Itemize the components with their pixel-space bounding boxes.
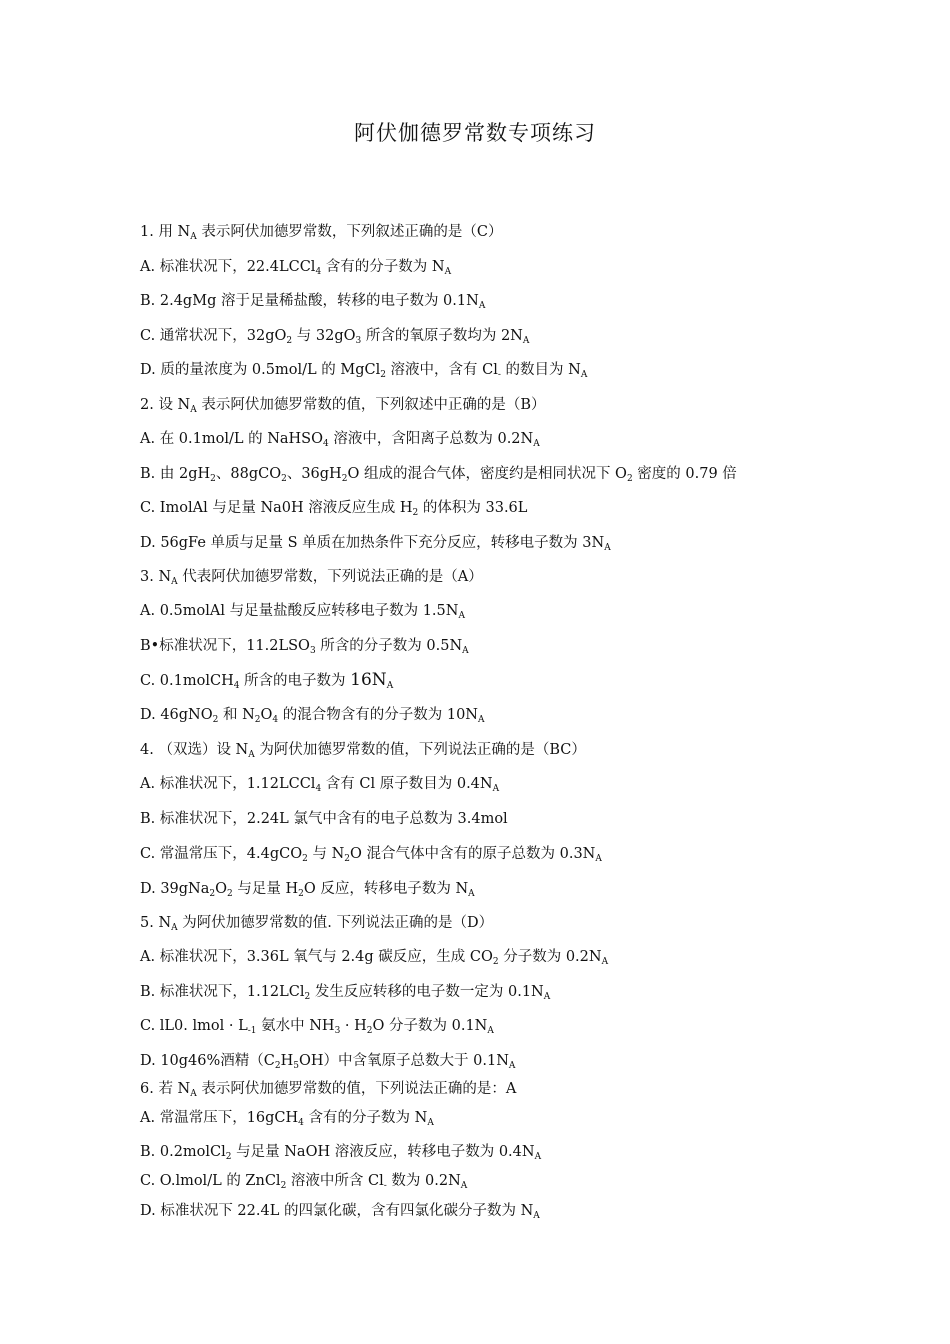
exercise-line xyxy=(140,670,930,696)
line-text: 的混合物含有的分子数为 10N xyxy=(278,707,478,723)
line-text: 、36gH xyxy=(286,466,342,482)
subscript-text: 2 xyxy=(254,715,261,725)
subscript-text: 2 xyxy=(412,508,419,518)
subscript-text: A xyxy=(427,1118,434,1128)
exercise-line xyxy=(140,636,930,661)
subscript-text: A xyxy=(171,577,178,587)
line-text: 数为 0.2N xyxy=(386,1173,461,1189)
line-text: 所含的氧原子数均为 2N xyxy=(361,328,523,344)
line-text: 与 32gO xyxy=(292,328,356,344)
line-text: 代表阿伏加德罗常数，下列说法正确的是（A） xyxy=(177,569,483,585)
subscript-text: A xyxy=(522,336,530,346)
exercise-line xyxy=(140,429,930,454)
subscript-text: A xyxy=(171,923,178,933)
line-text: A. 标准状况下，3.36L 氧气与 2.4g 碳反应，生成 CO xyxy=(140,949,493,965)
subscript-text: 2 xyxy=(209,889,216,899)
subscript-text: A xyxy=(458,611,465,621)
line-text: C. ImolAl 与足量 Na0H 溶液反应生成 H xyxy=(140,500,413,516)
line-text: C. O.lmol/L 的 ZnCl xyxy=(140,1173,281,1189)
line-text: 4. （双选）设 N xyxy=(140,742,249,758)
subscript-text: A xyxy=(444,267,452,277)
line-text: 与足量 NaOH 溶液反应，转移电子数为 0.4N xyxy=(231,1144,535,1160)
exercise-line xyxy=(140,498,930,523)
subscript-text: A xyxy=(468,889,475,899)
subscript-text: 2 xyxy=(274,1061,281,1071)
subscript-text: 5 xyxy=(293,1061,300,1071)
line-text: 3. N xyxy=(140,569,172,585)
exercise-line xyxy=(140,1079,930,1104)
exercise-line xyxy=(140,291,930,316)
line-text: O xyxy=(260,707,273,723)
line-text: A. 标准状况下，1.12LCCl xyxy=(140,776,316,792)
subscript-text: 2 xyxy=(280,1181,287,1191)
line-text: 表示阿伏加德罗常数的值，下列说法正确的是：A xyxy=(196,1081,517,1097)
line-text: 含有的分子数为 N xyxy=(321,259,445,275)
line-text: 5. N xyxy=(140,915,172,931)
line-text: 氨水中 NH xyxy=(256,1018,335,1034)
subscript-text: 2 xyxy=(626,474,633,484)
subscript-text: 2 xyxy=(492,957,499,967)
subscript-text: 2 xyxy=(227,889,233,899)
subscript-text: A xyxy=(386,681,394,691)
line-text: A. 在 0.1mol/L 的 NaHSO xyxy=(140,431,324,447)
subscript-text: A xyxy=(462,646,469,656)
line-text: OH）中含氧原子总数大于 0.1N xyxy=(299,1053,509,1069)
exercise-line xyxy=(140,774,930,799)
exercise-line xyxy=(140,326,930,351)
line-text: O 混合气体中含有的原子总数为 0.3N xyxy=(350,846,596,862)
subscript-text: A xyxy=(248,750,255,760)
line-text: 分子数为 0.2N xyxy=(498,949,602,965)
exercise-line xyxy=(140,982,930,1007)
subscript-text: -1 xyxy=(247,1026,257,1036)
subscript-text: A xyxy=(508,1061,516,1071)
exercise-line xyxy=(140,601,930,626)
subscript-text: 2 xyxy=(380,370,386,380)
line-text: D. 46gNO xyxy=(140,707,213,723)
subscript-text: 2 xyxy=(225,1152,232,1162)
exercise-line xyxy=(140,913,930,938)
subscript-text: A xyxy=(478,301,486,311)
subscript-text: 2 xyxy=(302,854,308,864)
subscript-text: A xyxy=(492,784,500,794)
line-text: 1. 用 N xyxy=(140,224,191,240)
line-text: 和 N xyxy=(218,707,255,723)
line-text: 所含的电子数为 xyxy=(239,673,351,689)
exercise-line xyxy=(140,257,930,282)
subscript-text: 2 xyxy=(341,474,348,484)
exercise-line xyxy=(140,464,930,489)
line-text: · H xyxy=(340,1018,367,1034)
line-text: 所含的分子数为 0.5N xyxy=(315,638,463,654)
subscript-text: - xyxy=(497,370,501,380)
subscript-text: A xyxy=(190,232,197,242)
line-text: A. 标准状况下，22.4LCCl xyxy=(140,259,316,275)
line-text: D. 标准状况下 22.4L 的四氯化碳，含有四氯化碳分子数为 N xyxy=(140,1203,534,1219)
line-text: B. 2.4gMg 溶于足量稀盐酸，转移的电子数为 0.1N xyxy=(140,293,479,309)
exercise-line xyxy=(140,740,930,765)
line-text: C. lL0. lmol · L xyxy=(140,1018,248,1034)
exercise-line xyxy=(140,395,930,420)
subscript-text: 2 xyxy=(366,1026,373,1036)
exercise-line xyxy=(140,1171,930,1196)
subscript-text: 2 xyxy=(286,336,293,346)
subscript-text: 3 xyxy=(355,336,362,346)
subscript-text: A xyxy=(601,957,609,967)
exercise-line xyxy=(140,1108,930,1133)
line-text: A. 0.5molAl 与足量盐酸反应转移电子数为 1.5N xyxy=(140,603,459,619)
subscript-text: 3 xyxy=(309,646,316,656)
subscript-text: 4 xyxy=(298,1118,304,1128)
subscript-text: 4 xyxy=(233,681,240,691)
line-text: D. 39gNa xyxy=(140,881,210,897)
subscript-text: 4 xyxy=(315,267,322,277)
line-text: 与足量 H xyxy=(232,881,299,897)
subscript-text: A xyxy=(533,1211,540,1221)
subscript-text: A xyxy=(190,1089,197,1099)
line-text: 表示阿伏加德罗常数，下列叙述正确的是（C） xyxy=(196,224,503,240)
line-text: D. 质的量浓度为 0.5mol/L 的 MgCl xyxy=(140,362,381,378)
line-text: B•标准状况下，11.2LSO xyxy=(140,638,310,654)
subscript-text: 2 xyxy=(304,992,311,1002)
subscript-text: A xyxy=(487,1026,494,1036)
line-text: 为阿伏加德罗常数的值. 下列说法正确的是（D） xyxy=(177,915,494,931)
line-text: D. 10g46%酒精（C xyxy=(140,1053,275,1069)
exercise-line xyxy=(140,1142,930,1167)
subscript-text: A xyxy=(190,405,197,415)
subscript-text: A xyxy=(595,854,602,864)
line-text: B. 标准状况下，2.24L 氯气中含有的电子总数为 3.4mol xyxy=(140,811,508,827)
exercise-line xyxy=(140,879,930,904)
subscript-text: A xyxy=(478,715,485,725)
line-text: H xyxy=(280,1053,294,1069)
subscript-text: 4 xyxy=(323,439,329,449)
subscript-text: 3 xyxy=(334,1026,341,1036)
line-text: 溶液中，含有 Cl xyxy=(385,362,498,378)
subscript-text: 2 xyxy=(344,854,350,864)
exercise-line xyxy=(140,1051,930,1076)
line-text: C. 0.1molCH xyxy=(140,673,234,689)
exercise-line xyxy=(140,533,930,558)
subscript-text: A xyxy=(604,543,611,553)
line-text: O 组成的混合气体，密度约是相同状况下 O xyxy=(347,466,627,482)
line-text: O xyxy=(215,881,228,897)
line-text: 2. 设 N xyxy=(140,397,191,413)
line-text: 的数目为 N xyxy=(500,362,581,378)
line-text: O 反应，转移电子数为 N xyxy=(303,881,469,897)
line-text: C. 常温常压下，4.4gCO xyxy=(140,846,303,862)
line-text: 、88gCO xyxy=(215,466,282,482)
subscript-text: - xyxy=(383,1181,387,1191)
subscript-text: 2 xyxy=(210,474,216,484)
subscript-text: 2 xyxy=(212,715,219,725)
exercise-line xyxy=(140,809,930,829)
line-text: O 分子数为 0.1N xyxy=(372,1018,488,1034)
exercise-line xyxy=(140,1016,930,1041)
line-text: B. 0.2molCl xyxy=(140,1144,226,1160)
subscript-text: A xyxy=(580,370,588,380)
line-text: 溶液中，含阳离子总数为 0.2N xyxy=(328,431,534,447)
subscript-text: 2 xyxy=(281,474,287,484)
subscript-text: 4 xyxy=(315,784,322,794)
line-text: 表示阿伏加德罗常数的值，下列叙述中正确的是（B） xyxy=(196,397,546,413)
line-text: 溶液中所含 Cl xyxy=(286,1173,384,1189)
subscript-text: 2 xyxy=(298,889,304,899)
line-text: 的体积为 33.6L xyxy=(418,500,528,516)
subscript-text: A xyxy=(543,992,551,1002)
line-text: 与 N xyxy=(307,846,345,862)
line-text: A. 常温常压下，16gCH xyxy=(140,1110,299,1126)
line-text: 发生反应转移的电子数一定为 0.1N xyxy=(310,984,544,1000)
exercise-line xyxy=(140,844,930,869)
line-text: 含有 Cl 原子数目为 0.4N xyxy=(321,776,493,792)
line-text: 含有的分子数为 N xyxy=(303,1110,428,1126)
exercise-line xyxy=(140,947,930,972)
subscript-text: A xyxy=(534,1152,542,1162)
line-text: 为阿伏加德罗常数的值，下列说法正确的是（BC） xyxy=(254,742,586,758)
exercise-line xyxy=(140,705,930,730)
line-text: B. 由 2gH xyxy=(140,466,211,482)
line-text: 16N xyxy=(350,670,387,690)
line-text: 6. 若 N xyxy=(140,1081,191,1097)
line-text: 密度的 0.79 倍 xyxy=(632,466,737,482)
exercise-line xyxy=(140,360,930,385)
subscript-text: A xyxy=(460,1181,468,1191)
subscript-text: A xyxy=(533,439,540,449)
line-text: C. 通常状况下，32gO xyxy=(140,328,287,344)
line-text: B. 标准状况下，1.12LCl xyxy=(140,984,305,1000)
line-text: D. 56gFe 单质与足量 S 单质在加热条件下充分反应，转移电子数为 3N xyxy=(140,535,605,551)
page-title: 阿伏伽德罗常数专项练习 xyxy=(354,121,596,145)
exercise-line xyxy=(140,1201,930,1226)
exercise-line xyxy=(140,222,930,247)
subscript-text: 4 xyxy=(272,715,279,725)
exercise-line xyxy=(140,567,930,592)
